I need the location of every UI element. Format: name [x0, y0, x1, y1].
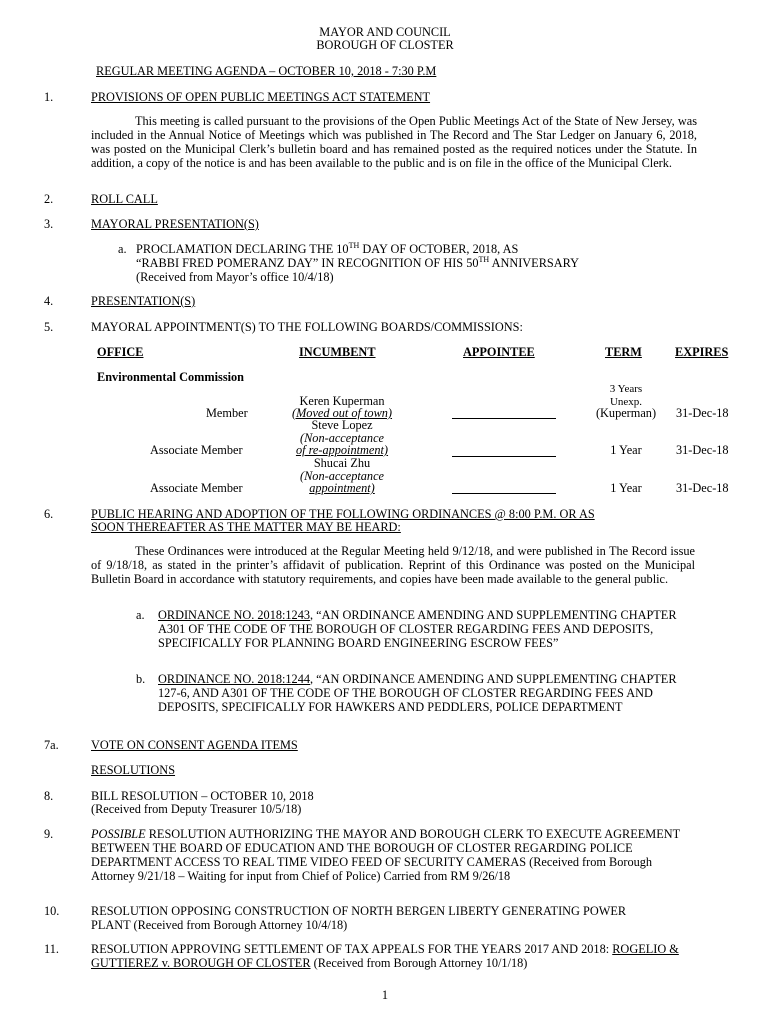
col-header-incumbent: INCUMBENT [299, 345, 376, 359]
resolution-text: RESOLUTION AUTHORIZING THE MAYOR AND BOROUGH CLERK TO EXECUTE AGREEMENT BETWEEN THE BOARD OF EDUCATION AND THE BOROUGH OF CLOSTER REGARDING POLICE DEPARTMENT ACCESS TO REAL TIME VIDEO FEED OF SECURITY CAMERAS (Received from Borough Attorney 9/21/18 – Waiting for input from Chief of Police) Carried from RM 9/26/18 [91, 827, 680, 883]
incumbent-name: Shucai Zhu [313, 456, 371, 470]
item-number: 8. [44, 789, 54, 803]
col-header-appointee: APPOINTEE [463, 345, 535, 359]
item-title: VOTE ON CONSENT AGENDA ITEMS [91, 738, 298, 752]
col-header-office: OFFICE [97, 345, 144, 359]
office-cell: Associate Member [150, 443, 243, 457]
text-segment: ANNIVERSARY [489, 256, 580, 270]
item-number: 10. [44, 904, 60, 918]
expires-cell: 31-Dec-18 [676, 406, 729, 420]
item-title: ROLL CALL [91, 192, 158, 206]
section-heading-resolutions: RESOLUTIONS [91, 763, 176, 777]
incumbent-note: (Non-acceptance [300, 431, 384, 445]
term-cell: 3 Years [609, 383, 643, 395]
resolution-tax-appeals [91, 942, 699, 970]
item-title-line-2: SOON THEREAFTER AS THE MATTER MAY BE HEARD: [91, 520, 401, 534]
agenda-title: REGULAR MEETING AGENDA – OCTOBER 10, 2018 - 7:30 P.M [96, 64, 437, 78]
board-name: Environmental Commission [97, 370, 245, 384]
item-number: 9. [44, 827, 54, 841]
page-number: 1 [381, 988, 389, 1002]
incumbent-note: (Moved out of town) [291, 406, 393, 420]
text-segment: PROCLAMATION DECLARING THE 10 [136, 242, 349, 256]
item-title: PRESENTATION(S) [91, 294, 196, 308]
proclamation-line-3: (Received from Mayor’s office 10/4/18) [136, 270, 334, 284]
office-cell: Member [206, 406, 248, 420]
resolution-text: RESOLUTION APPROVING SETTLEMENT OF TAX APPEALS FOR THE YEARS 2017 AND 2018: [91, 942, 613, 956]
col-header-expires: EXPIRES [675, 345, 729, 359]
bill-resolution: BILL RESOLUTION – OCTOBER 10, 2018 [91, 789, 314, 803]
opma-text: This meeting is called pursuant to the provisions of the Open Public Meetings Act of the State of New Jersey, was included in the Annual Notice of Meetings which was published in The Record and The Star Ledger on January 6, 2018, was posted on the Municipal Clerk’s bulletin board and has remained posted as the required notices under the Statute. In addition, a copy of the notice is and has been available to the public and is on file in the office of the Municipal Clerk. [91, 114, 697, 170]
term-cell: 1 Year [610, 443, 642, 457]
ordinance-a [158, 608, 678, 650]
item-number: 4. [44, 294, 54, 308]
col-header-term: TERM [605, 345, 642, 359]
sub-item-letter: a. [136, 608, 145, 622]
item-number: 5. [44, 320, 54, 334]
appointee-blank[interactable] [452, 456, 556, 457]
superscript: TH [348, 241, 360, 250]
incumbent-note: of re-appointment) [295, 443, 389, 457]
resolution-security-cameras [91, 827, 685, 883]
item-number: 11. [44, 942, 59, 956]
term-cell: (Kuperman) [595, 406, 657, 420]
case-name: ROGELIO & GUTTIEREZ v. BOROUGH OF CLOSTER [91, 942, 679, 970]
appointee-blank[interactable] [452, 493, 556, 494]
ordinance-number: ORDINANCE NO. 2018:1244 [158, 672, 310, 686]
ordinances-intro [91, 544, 695, 586]
expires-cell: 31-Dec-18 [676, 443, 729, 457]
item-title: PROVISIONS OF OPEN PUBLIC MEETINGS ACT STATEMENT [91, 90, 431, 104]
ordinance-text: , “AN ORDINANCE AMENDING AND SUPPLEMENTING CHAPTER 127-6, AND A301 OF THE CODE OF THE BOROUGH OF CLOSTER REGARDING FEES AND DEPOSITS, SPECIFICALLY FOR HAWKERS AND PEDDLERS, POLICE DEPARTMENT [158, 672, 677, 714]
bill-resolution-source: (Received from Deputy Treasurer 10/5/18) [91, 802, 302, 816]
item-title: MAYORAL PRESENTATION(S) [91, 217, 259, 231]
proclamation-line-2 [136, 256, 696, 270]
term-cell: Unexp. [609, 396, 643, 408]
ordinance-number: ORDINANCE NO. 2018:1243 [158, 608, 310, 622]
item-number: 3. [44, 217, 54, 231]
item-number: 7a. [44, 738, 59, 752]
term-cell: 1 Year [610, 481, 642, 495]
opma-statement [91, 114, 697, 170]
item-title-line-1: PUBLIC HEARING AND ADOPTION OF THE FOLLOWING ORDINANCES @ 8:00 P.M. OR AS [91, 507, 595, 521]
resolution-power-plant: RESOLUTION OPPOSING CONSTRUCTION OF NORTH BERGEN LIBERTY GENERATING POWER PLANT (Received from Borough Attorney 10/4/18) [91, 904, 627, 932]
sub-item-letter: a. [118, 242, 127, 256]
header-line-1: MAYOR AND COUNCIL [319, 25, 451, 39]
text-segment: DAY OF OCTOBER, 2018, AS [359, 242, 519, 256]
incumbent-name: Steve Lopez [311, 418, 373, 432]
text-segment: “RABBI FRED POMERANZ DAY” IN RECOGNITION OF HIS 50 [136, 256, 479, 270]
header-line-2: BOROUGH OF CLOSTER [316, 38, 454, 52]
proclamation-line-1 [136, 242, 696, 256]
ordinance-text: , “AN ORDINANCE AMENDING AND SUPPLEMENTING CHAPTER A301 OF THE CODE OF THE BOROUGH OF CLOSTER REGARDING FEES AND DEPOSITS, SPECIFICALLY FOR PLANNING BOARD ENGINEERING ESCROW FEES” [158, 608, 677, 650]
office-cell: Associate Member [150, 481, 243, 495]
item-number: 1. [44, 90, 54, 104]
sub-item-letter: b. [136, 672, 146, 686]
incumbent-note: appointment) [309, 481, 375, 495]
ordinances-intro-text: These Ordinances were introduced at the Regular Meeting held 9/12/18, and were published in The Record issue of 9/18/18, as stated in the printer’s affidavit of publication. Reprint of this Ordinance was posted on the Municipal Bulletin Board in accordance with statutory requirements, and copies have been made available to the general public. [91, 544, 695, 586]
superscript: TH [478, 255, 490, 264]
resolution-text: (Received from Borough Attorney 10/1/18) [310, 956, 528, 970]
appointee-blank[interactable] [452, 418, 556, 419]
item-number: 6. [44, 507, 54, 521]
item-number: 2. [44, 192, 54, 206]
possible-label: POSSIBLE [91, 827, 146, 841]
ordinance-b [158, 672, 678, 714]
incumbent-name: Keren Kuperman [299, 394, 385, 408]
item-title: MAYORAL APPOINTMENT(S) TO THE FOLLOWING BOARDS/COMMISSIONS: [91, 320, 523, 334]
incumbent-note: (Non-acceptance [300, 469, 384, 483]
expires-cell: 31-Dec-18 [676, 481, 729, 495]
